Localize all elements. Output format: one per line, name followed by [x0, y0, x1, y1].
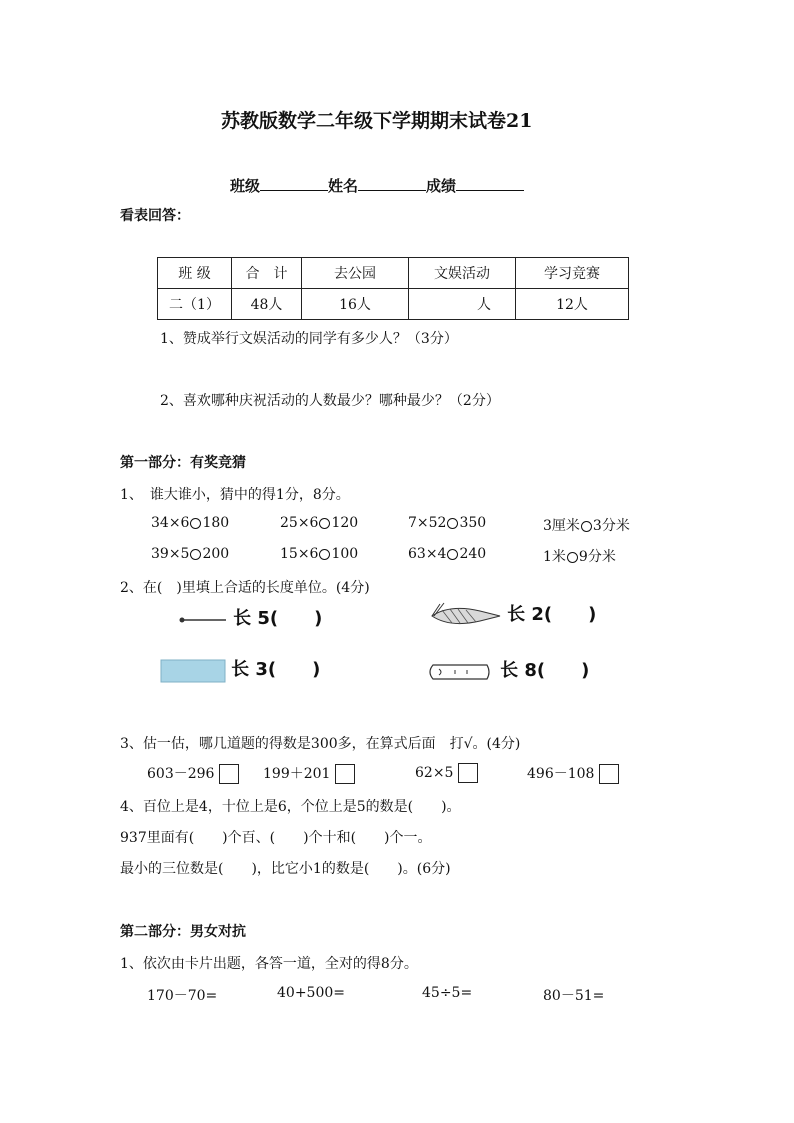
check-box[interactable]	[458, 763, 478, 783]
compare-item[interactable]	[543, 515, 630, 535]
compare-left: 34×6	[151, 515, 190, 531]
card-expression: 170－70=	[147, 988, 218, 1004]
circle-blank[interactable]	[319, 549, 330, 560]
table-header-cell: 班 级	[158, 258, 232, 289]
table-cell: 二（1）	[158, 289, 232, 320]
compare-right: 180	[202, 515, 230, 531]
table-header-cell: 合 计	[232, 258, 302, 289]
circle-blank[interactable]	[567, 552, 578, 563]
unit-label: 长 3( )	[231, 659, 321, 680]
score-blank[interactable]	[456, 176, 524, 191]
unit-item-pin[interactable]	[178, 604, 322, 631]
compare-item[interactable]	[408, 515, 486, 531]
compare-item[interactable]	[543, 546, 616, 566]
estimate-expr: 603－296	[147, 766, 215, 782]
name-label: 姓名	[328, 177, 359, 195]
compare-right: 9分米	[578, 549, 616, 565]
circle-blank[interactable]	[190, 549, 201, 560]
table-cell-blank[interactable]: 人	[409, 289, 516, 320]
compare-item[interactable]	[280, 515, 358, 531]
estimate-expr: 62×5	[415, 765, 454, 781]
circle-blank[interactable]	[447, 549, 458, 560]
estimate-item[interactable]	[263, 763, 355, 784]
card-expression: 80－51=	[543, 988, 605, 1004]
table-header-row	[158, 258, 629, 289]
check-box[interactable]	[599, 764, 619, 784]
circle-blank[interactable]	[319, 518, 330, 529]
compare-left: 39×5	[151, 546, 190, 562]
compare-right: 200	[202, 546, 230, 562]
page-title: 苏教版数学二年级下学期期末试卷21	[221, 110, 533, 132]
compare-left: 7×52	[408, 515, 447, 531]
table-cell: 12人	[516, 289, 629, 320]
table-cell: 16人	[302, 289, 409, 320]
compare-item[interactable]	[151, 515, 229, 531]
stats-table	[157, 257, 629, 320]
estimate-expr: 199＋201	[263, 766, 331, 782]
part1-question-4-line3: 最小的三位数是( )，比它小1的数是( )。(6分)	[120, 861, 451, 877]
compare-right: 350	[459, 515, 487, 531]
compare-left: 25×6	[280, 515, 319, 531]
compare-left: 1米	[543, 549, 566, 565]
compare-item[interactable]	[280, 546, 358, 562]
book-icon	[160, 658, 226, 684]
section-heading-table: 看表回答：	[120, 208, 190, 224]
unit-label: 长 8( )	[500, 660, 590, 681]
part1-question-4-line1: 4、百位上是4，十位上是6，个位上是5的数是( )。	[120, 799, 461, 815]
part1-question-3: 3、估一估，哪几道题的得数是300多，在算式后面 打√。(4分)	[120, 736, 521, 752]
circle-blank[interactable]	[581, 521, 592, 532]
circle-blank[interactable]	[447, 518, 458, 529]
table-cell: 48人	[232, 289, 302, 320]
table-question-2: 2、喜欢哪种庆祝活动的人数最少？哪种最少？（2分）	[160, 393, 500, 409]
name-blank[interactable]	[358, 176, 426, 191]
table-header-cell: 去公园	[302, 258, 409, 289]
part2-question-1: 1、依次由卡片出题，各答一道，全对的得8分。	[120, 956, 418, 972]
part1-question-1: 1、 谁大谁小，猜中的得1分，8分。	[120, 487, 350, 503]
compare-left: 63×4	[408, 546, 447, 562]
compare-left: 15×6	[280, 546, 319, 562]
corn-icon	[430, 601, 502, 631]
unit-label: 长 5( )	[233, 608, 323, 629]
class-label: 班级	[230, 177, 261, 195]
compare-left: 3厘米	[543, 518, 580, 534]
estimate-item[interactable]	[415, 763, 478, 783]
check-box[interactable]	[335, 764, 355, 784]
table-header-cell: 文娱活动	[409, 258, 516, 289]
card-expression: 40+500=	[277, 985, 345, 1001]
estimate-expr: 496－108	[527, 766, 595, 782]
compare-right: 3分米	[592, 518, 630, 534]
table-row	[158, 289, 629, 320]
pin-icon	[178, 609, 228, 631]
class-blank[interactable]	[260, 176, 328, 191]
score-label: 成绩	[426, 177, 457, 195]
compare-right: 100	[331, 546, 359, 562]
unit-label: 长 2( )	[507, 604, 597, 625]
card-expression: 45÷5=	[422, 985, 473, 1001]
check-box[interactable]	[219, 764, 239, 784]
table-header-cell: 学习竞赛	[516, 258, 629, 289]
student-info-line	[230, 175, 524, 196]
part1-question-2: 2、在( )里填上合适的长度单位。(4分)	[120, 580, 370, 596]
compare-right: 120	[331, 515, 359, 531]
circle-blank[interactable]	[190, 518, 201, 529]
finger-icon	[425, 660, 495, 684]
unit-item-corn[interactable]	[430, 600, 596, 631]
part1-question-4-line2: 937里面有( )个百、( )个十和( )个一。	[120, 830, 432, 846]
estimate-item[interactable]	[147, 763, 239, 784]
compare-item[interactable]	[151, 546, 229, 562]
unit-item-finger[interactable]	[425, 656, 589, 684]
part2-heading: 第二部分：男女对抗	[120, 924, 246, 940]
compare-item[interactable]	[408, 546, 486, 562]
estimate-item[interactable]	[527, 763, 619, 784]
part1-heading: 第一部分：有奖竞猜	[120, 455, 246, 471]
table-question-1: 1、赞成举行文娱活动的同学有多少人？（3分）	[160, 331, 458, 347]
unit-item-book[interactable]	[160, 655, 320, 684]
compare-right: 240	[459, 546, 487, 562]
